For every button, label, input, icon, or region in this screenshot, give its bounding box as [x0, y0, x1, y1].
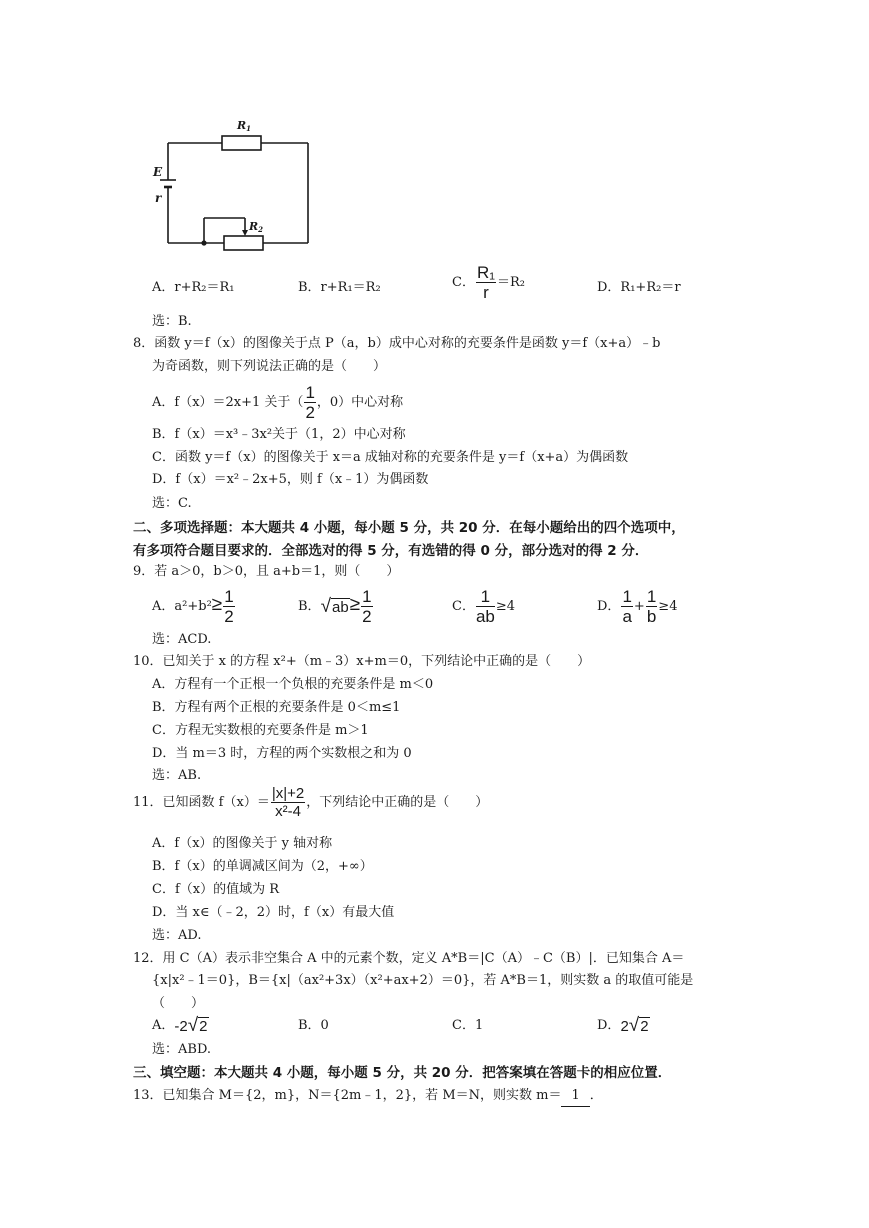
q7-option-b: B．r+R₁＝R₂ [298, 280, 381, 295]
q10-option-a: A．方程有一个正根一个负根的充要条件是 m＜0 [152, 677, 434, 692]
q9-option-d: D． $\frac{1}{a}$ + $\frac{1}{b}$ ≥4 [597, 587, 678, 626]
q13-stem: 13．已知集合 M＝{2，m}，N＝{2m﹣1，2}，若 M＝N，则实数 m＝ 1 ． [133, 1086, 603, 1107]
q12-stem-line2: {x|x²﹣1＝0}，B＝{x|（ax²+3x）（x²+ax+2）＝0}，若 A*B＝1，则实数 a 的取值可能是 [152, 973, 694, 988]
q11-option-d: D．当 x∈（﹣2，2）时，f（x）有最大值 [152, 905, 395, 920]
q11-option-a: A．f（x）的图像关于 y 轴对称 [152, 836, 333, 851]
q10-option-b: B．方程有两个正根的充要条件是 0＜m≤1 [152, 700, 401, 715]
q12-stem-line3: （ ） [152, 996, 205, 1011]
q8-option-a: A．f（x）＝2x+1 关于（ $\frac{1}{2}$ ，0）中心对称 [152, 383, 404, 422]
q8-option-c: C．函数 y＝f（x）的图像关于 x＝a 成轴对称的充要条件是 y＝f（x+a）为偶函数 [152, 450, 629, 465]
q7-option-d: D．R₁+R₂＝r [597, 280, 681, 295]
q12-stem-line1: 12．用 C（A）表示非空集合 A 中的元素个数，定义 A*B＝|C（A）﹣C（B）|．已知集合 A＝ [133, 951, 685, 966]
resistor-r2 [224, 236, 263, 250]
label-r1: R1 [237, 119, 252, 133]
label-e: E [153, 165, 163, 179]
q8-stem-line1: 8．函数 y＝f（x）的图像关于点 P（a，b）成中心对称的充要条件是函数 y＝f（x+a）﹣b [133, 336, 661, 351]
q9-answer: 选：ACD. [152, 632, 212, 647]
q10-option-d: D．当 m＝3 时，方程的两个实数根之和为 0 [152, 746, 412, 761]
section2-header-line2: 有多项符合题目要求的．全部选对的得 5 分，有选错的得 0 分，部分选对的得 2 分． [133, 543, 649, 559]
q7-option-c: C． $\frac{\text{R₁}}{r}$ ＝R₂ [452, 263, 525, 302]
label-r2: R2 [249, 220, 264, 234]
q12-option-b: B．0 [298, 1018, 329, 1033]
q9-option-b: B．√ab≥ $\frac{1}{2}$ [298, 587, 372, 626]
resistor-r1 [222, 136, 261, 150]
q9-option-c: C． $\frac{1}{ab}$ ≥4 [452, 587, 516, 626]
label-r: r [155, 191, 162, 205]
q11-option-c: C．f（x）的值域为 R [152, 882, 280, 897]
section3-header: 三、填空题：本大题共 4 小题，每小题 5 分，共 20 分．把答案填在答题卡的相应位置． [133, 1065, 672, 1081]
q7-answer: 选：B. [152, 314, 192, 329]
q10-option-c: C．方程无实数根的充要条件是 m＞1 [152, 723, 369, 738]
q8-stem-line2: 为奇函数，则下列说法正确的是（ ） [152, 359, 387, 374]
q12-option-d: D．2√2 [597, 1015, 649, 1036]
q9-option-a: A．a²+b²≥ $\frac{1}{2}$ [152, 587, 234, 626]
q13-answer-blank: 1 [561, 1086, 589, 1107]
q11-stem: 11．已知函数 f（x）＝ $\frac{|x|+2}{\text{x²-4}}$ ，下列结论中正确的是（ ） [133, 785, 489, 820]
q12-option-c: C．1 [452, 1018, 484, 1033]
q7-option-a: A．r+R₂＝R₁ [152, 280, 235, 295]
q12-option-a: A．-2√2 [152, 1015, 208, 1036]
section2-header-line1: 二、多项选择题：本大题共 4 小题，每小题 5 分，共 20 分．在每小题给出的四个选项中， [133, 520, 685, 536]
q11-answer: 选：AD. [152, 928, 202, 943]
q8-answer: 选：C. [152, 496, 192, 511]
q8-option-b: B．f（x）＝x³﹣3x²关于（1，2）中心对称 [152, 427, 406, 442]
q9-stem: 9．若 a＞0，b＞0，且 a+b＝1，则（ ） [133, 564, 400, 579]
circuit-diagram [148, 108, 318, 253]
q11-option-b: B．f（x）的单调减区间为（2，+∞） [152, 859, 373, 874]
q10-answer: 选：AB. [152, 768, 202, 783]
q12-answer: 选：ABD. [152, 1042, 212, 1057]
q10-stem: 10．已知关于 x 的方程 x²+（m﹣3）x+m＝0，下列结论中正确的是（ ） [133, 654, 591, 669]
q8-option-d: D．f（x）＝x²﹣2x+5，则 f（x﹣1）为偶函数 [152, 472, 429, 487]
